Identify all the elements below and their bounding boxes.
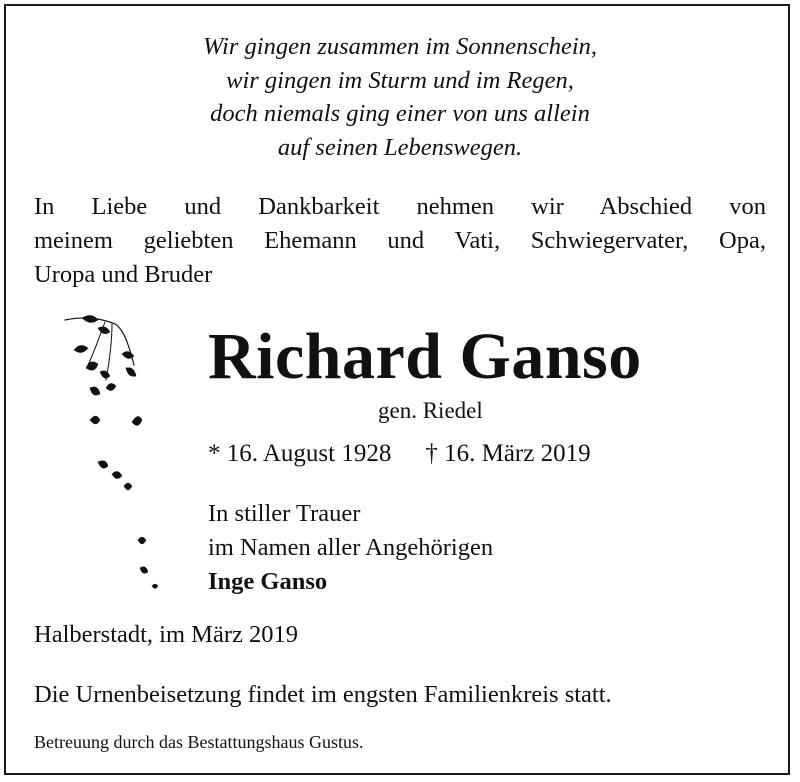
relatives-line: im Namen aller Angehörigen — [208, 534, 494, 561]
mourners-block — [208, 497, 493, 599]
death-date: † 16. März 2019 — [425, 440, 591, 467]
deceased-alias: gen. Riedel — [378, 398, 483, 423]
falling-leaves-branch-icon — [60, 310, 160, 610]
burial-note: Die Urnenbeisetzung findet im engsten Familienkreis statt. — [34, 681, 612, 708]
intro-line: meinem geliebten Ehemann und Vati, Schwiegervater, Opa, — [34, 227, 766, 254]
intro-line: Uropa und Bruder — [34, 261, 213, 288]
birth-date: * 16. August 1928 — [208, 440, 392, 467]
poem-line: auf seinen Lebenswegen. — [277, 133, 523, 161]
poem-line: Wir gingen zusammen im Sonnenschein, — [203, 33, 597, 60]
farewell-intro — [34, 190, 766, 292]
place-date: Halberstadt, im März 2019 — [34, 621, 298, 648]
mourning-line: In stiller Trauer — [208, 500, 361, 527]
poem-line: wir gingen im Sturm und im Regen, — [226, 66, 574, 94]
memorial-poem — [0, 30, 800, 164]
life-dates — [208, 437, 591, 471]
deceased-name: Richard Ganso — [208, 320, 642, 393]
poem-line: doch niemals ging einer von uns allein — [210, 100, 590, 127]
signer-name: Inge Ganso — [208, 568, 328, 595]
intro-line: In Liebe und Dankbarkeit nehmen wir Abschied von — [34, 193, 766, 220]
funeral-home-note: Betreuung durch das Bestattungshaus Gustus. — [34, 732, 364, 752]
